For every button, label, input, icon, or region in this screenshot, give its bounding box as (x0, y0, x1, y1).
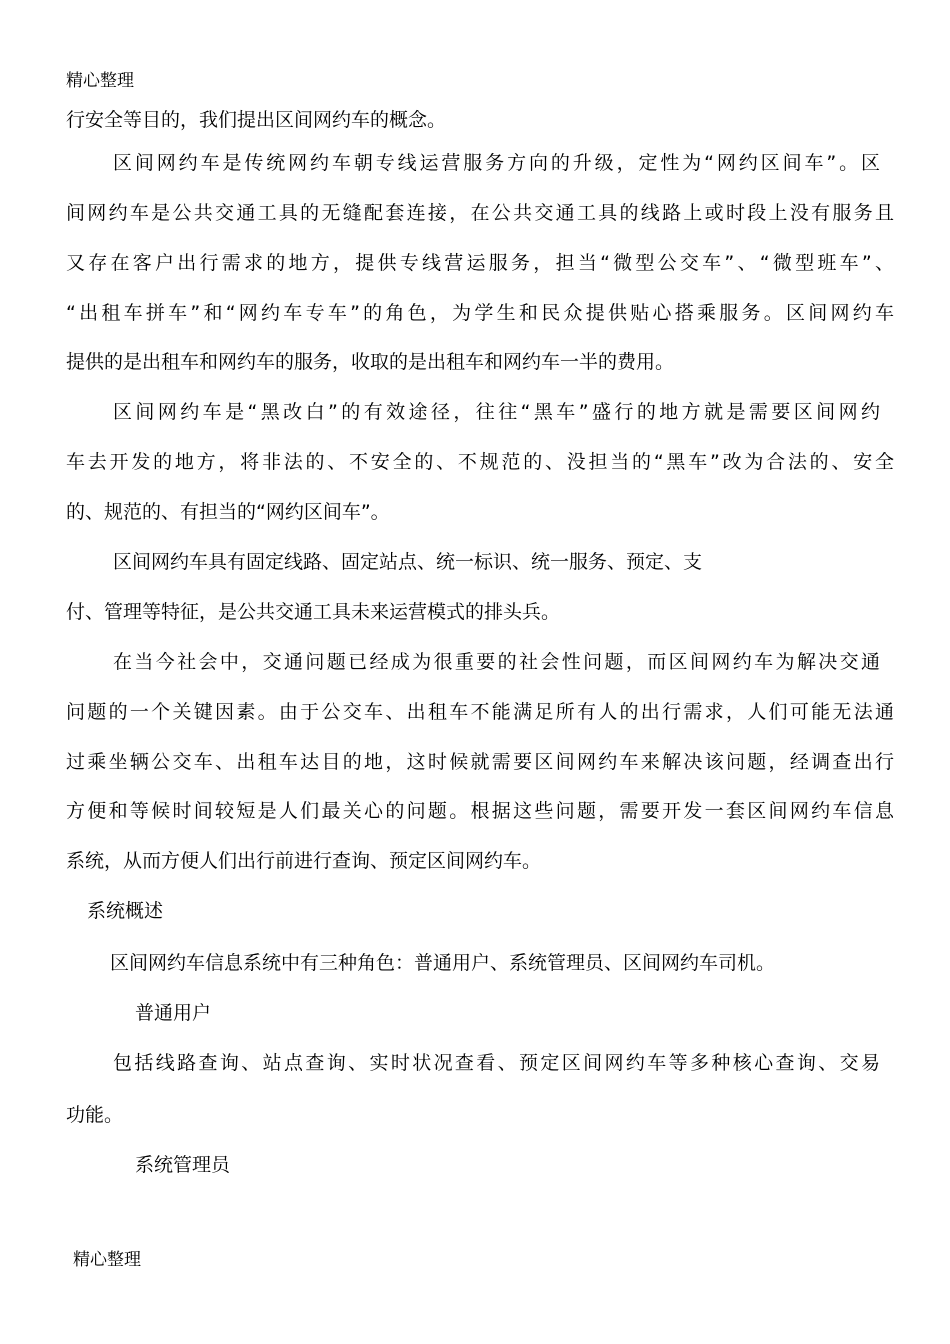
body-line: 又存在客户出行需求的地方，提供专线营运服务，担当“微型公交车”、“微型班车”、 (66, 252, 894, 274)
subsection-heading: 系统管理员 (135, 1154, 231, 1176)
body-line: 车去开发的地方，将非法的、不安全的、不规范的、没担当的“黑车”改为合法的、安全 (66, 451, 894, 473)
body-line: 区间网约车信息系统中有三种角色：普通用户、系统管理员、区间网约车司机。 (110, 952, 776, 974)
body-line: 提供的是出租车和网约车的服务，收取的是出租车和网约车一半的费用。 (66, 351, 675, 373)
body-line: 区间网约车是“黑改白”的有效途径，往往“黑车”盛行的地方就是需要区间网约 (113, 401, 880, 423)
body-line: 方便和等候时间较短是人们最关心的问题。根据这些问题，需要开发一套区间网约车信息 (66, 800, 894, 822)
page-footer: 精心整理 (73, 1250, 141, 1270)
body-line: 的、规范的、有担当的“网约区间车”。 (66, 501, 390, 523)
body-line: 区间网约车具有固定线路、固定站点、统一标识、统一服务、预定、支 (113, 551, 703, 573)
body-line: 过乘坐辆公交车、出租车达目的地，这时候就需要区间网约车来解决该问题，经调查出行 (66, 751, 894, 773)
body-line: 区间网约车是传统网约车朝专线运营服务方向的升级，定性为“网约区间车”。区 (113, 152, 880, 174)
body-line: 系统，从而方便人们出行前进行查询、预定区间网约车。 (66, 850, 542, 872)
body-line: 问题的一个关键因素。由于公交车、出租车不能满足所有人的出行需求，人们可能无法通 (66, 701, 894, 723)
body-line: 付、管理等特征，是公共交通工具未来运营模式的排头兵。 (66, 601, 561, 623)
body-line: 在当今社会中，交通问题已经成为很重要的社会性问题，而区间网约车为解决交通 (113, 651, 880, 673)
body-line: “出租车拼车”和“网约车专车”的角色，为学生和民众提供贴心搭乘服务。区间网约车 (66, 302, 894, 324)
body-line: 行安全等目的，我们提出区间网约车的概念。 (66, 109, 447, 131)
subsection-heading: 普通用户 (135, 1002, 212, 1024)
body-line: 功能。 (66, 1104, 124, 1126)
page-header: 精心整理 (66, 71, 134, 91)
body-line: 间网约车是公共交通工具的无缝配套连接，在公共交通工具的线路上或时段上没有服务且 (66, 202, 894, 224)
section-heading: 系统概述 (87, 900, 164, 922)
body-line: 包括线路查询、站点查询、实时状况查看、预定区间网约车等多种核心查询、交易 (113, 1052, 880, 1074)
